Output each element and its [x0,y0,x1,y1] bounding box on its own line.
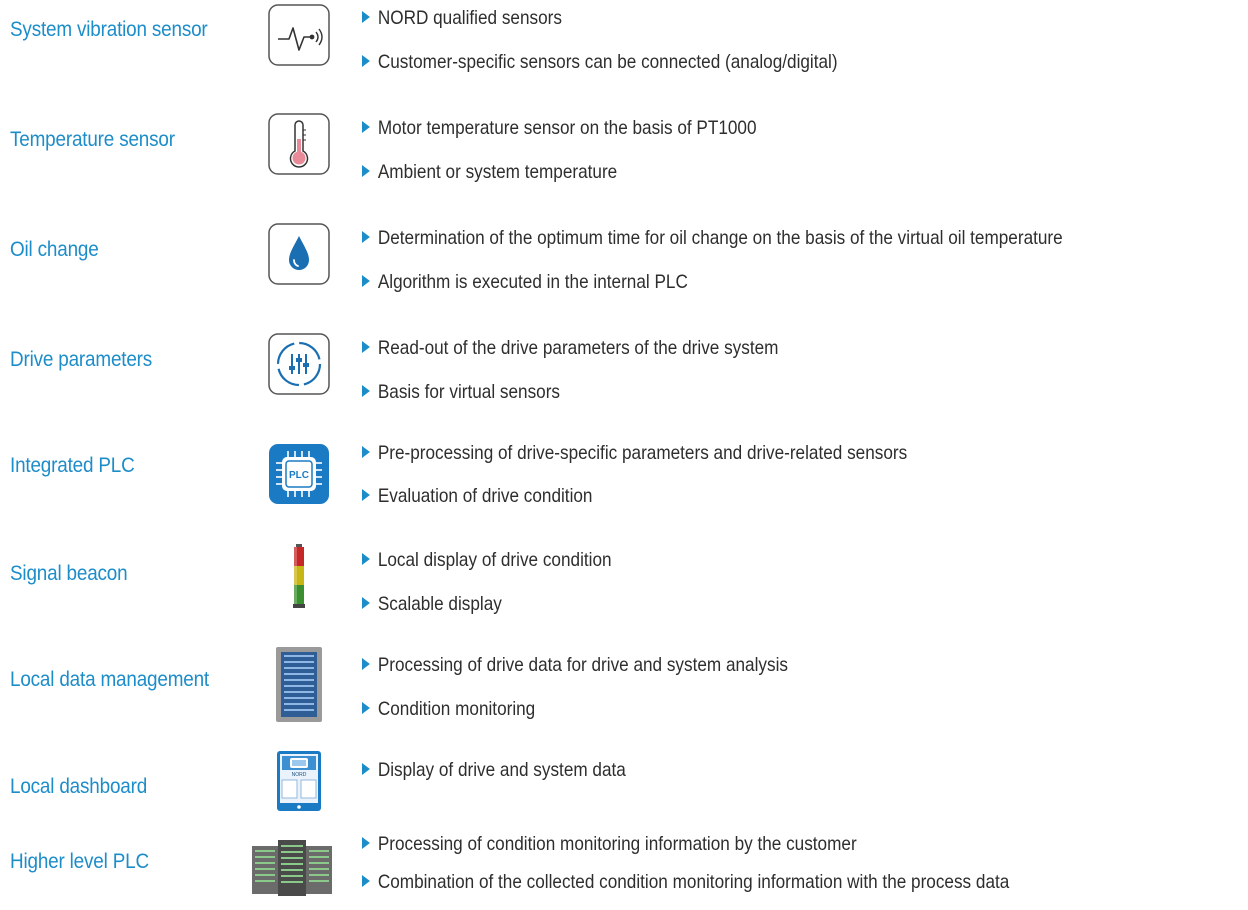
bullet-arrow-icon [362,446,370,458]
tablet-dashboard-icon [268,751,330,813]
feature-row-temperature [0,110,1248,190]
svg-text:PLC: PLC [289,470,309,481]
parameter-sliders-icon [268,333,330,395]
feature-bullet: Pre-processing of drive-specific parameters and drive-related sensors [362,440,907,466]
thermometer-icon [268,113,330,175]
server-cluster-icon [252,840,332,902]
feature-label: System vibration sensor [10,18,208,41]
feature-bullet: Display of drive and system data [362,757,626,783]
feature-bullet: Basis for virtual sensors [362,379,560,405]
bullet-arrow-icon [362,837,370,849]
feature-row-vibration [0,0,1248,80]
feature-label: Signal beacon [10,562,128,585]
oil-drop-icon [268,223,330,285]
bullet-arrow-icon [362,658,370,670]
bullet-arrow-icon [362,121,370,133]
feature-label: Integrated PLC [10,454,135,477]
feature-bullet: Scalable display [362,591,502,617]
feature-label: Higher level PLC [10,850,149,873]
feature-row-higher-level-plc [0,830,1248,910]
feature-label: Oil change [10,238,99,261]
feature-bullet: Algorithm is executed in the internal PLC [362,269,688,295]
feature-bullet: Combination of the collected condition monitoring information with the process data [362,869,1009,895]
bullet-arrow-icon [362,275,370,287]
feature-bullet: Determination of the optimum time for oil change on the basis of the virtual oil temperature [362,225,1063,251]
feature-bullet: NORD qualified sensors [362,5,562,31]
bullet-arrow-icon [362,385,370,397]
feature-bullet: Motor temperature sensor on the basis of PT1000 [362,115,757,141]
feature-label: Drive parameters [10,348,153,371]
signal-beacon-icon [268,544,330,606]
bullet-arrow-icon [362,489,370,501]
feature-bullet: Read-out of the drive parameters of the drive system [362,335,778,361]
feature-label: Temperature sensor [10,128,175,151]
feature-label: Local data management [10,668,210,691]
bullet-arrow-icon [362,875,370,887]
bullet-arrow-icon [362,553,370,565]
vibration-sensor-icon [268,4,330,66]
feature-row-local-dashboard [0,755,1248,835]
feature-row-integrated-plc [0,440,1248,520]
server-rack-icon [268,647,330,709]
feature-bullet: Customer-specific sensors can be connected (analog/digital) [362,49,838,75]
bullet-arrow-icon [362,702,370,714]
feature-bullet: Ambient or system temperature [362,159,617,185]
feature-bullet: Evaluation of drive condition [362,483,592,509]
feature-label: Local dashboard [10,775,148,798]
bullet-arrow-icon [362,763,370,775]
bullet-arrow-icon [362,165,370,177]
feature-row-oil-change [0,220,1248,300]
feature-bullet: Processing of condition monitoring information by the customer [362,831,857,857]
feature-row-drive-parameters [0,330,1248,410]
feature-bullet: Local display of drive condition [362,547,612,573]
feature-bullet: Condition monitoring [362,696,535,722]
feature-row-local-data-management [0,650,1248,730]
bullet-arrow-icon [362,55,370,67]
bullet-arrow-icon [362,341,370,353]
feature-row-signal-beacon [0,545,1248,625]
bullet-arrow-icon [362,231,370,243]
bullet-arrow-icon [362,11,370,23]
bullet-arrow-icon [362,597,370,609]
plc-chip-icon [268,443,330,505]
feature-bullet: Processing of drive data for drive and system analysis [362,652,788,678]
svg-text:NORD: NORD [291,772,307,778]
